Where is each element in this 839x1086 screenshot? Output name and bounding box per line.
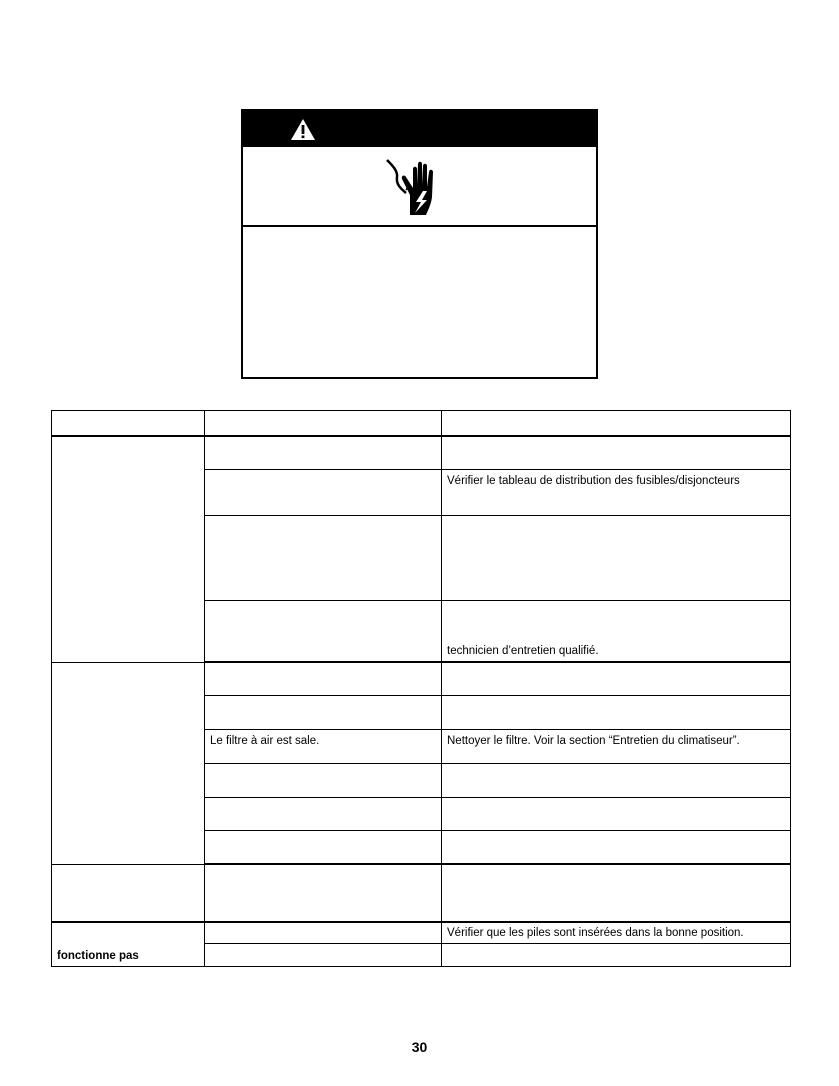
solution-cell [442, 943, 791, 966]
table-header-cause [205, 411, 442, 437]
cause-cell [205, 943, 442, 966]
solution-cell [442, 469, 791, 515]
cause-cell [205, 729, 442, 763]
solution-cell [442, 922, 791, 943]
warning-box [241, 109, 598, 379]
solution-cell [442, 797, 791, 830]
cause-cell [205, 469, 442, 515]
cause-cell [205, 830, 442, 864]
solution-cell [442, 729, 791, 763]
cause-cell [205, 695, 442, 729]
solution-text: technicien d’entretien qualifié. [447, 645, 599, 657]
solution-cell [442, 600, 791, 662]
solution-text: Vérifier que les piles sont insérées dans la bonne position. [447, 927, 744, 939]
solution-cell [442, 436, 791, 469]
problem-cell [52, 864, 205, 922]
table-row [52, 436, 791, 469]
troubleshooting-table [51, 410, 791, 967]
cause-cell [205, 922, 442, 943]
cause-cell [205, 600, 442, 662]
solution-text: Vérifier le tableau de distribution des fusibles/disjoncteurs [447, 474, 740, 487]
table-header-row [52, 411, 791, 437]
warning-symbol-area [243, 147, 596, 227]
problem-remote-label: fonctionne pas [57, 949, 139, 962]
table-row [52, 922, 791, 943]
problem-cell [52, 922, 205, 966]
cause-cell [205, 436, 442, 469]
table-row [52, 662, 791, 695]
cause-cell [205, 797, 442, 830]
table-header-solution [442, 411, 791, 437]
solution-cell [442, 662, 791, 695]
solution-cell [442, 515, 791, 600]
cause-cell [205, 662, 442, 695]
cause-cell [205, 763, 442, 797]
page-number: 30 [411, 1039, 428, 1055]
table-header-problem [52, 411, 205, 437]
solution-cell [442, 830, 791, 864]
cause-cell [205, 515, 442, 600]
table-row [52, 864, 791, 922]
problem-cell [52, 662, 205, 864]
solution-cell [442, 864, 791, 922]
electric-shock-hand-icon [384, 157, 444, 219]
warning-header [243, 111, 596, 147]
solution-cell [442, 763, 791, 797]
solution-text: Nettoyer le filtre. Voir la section “Entretien du climatiseur”. [447, 734, 740, 747]
solution-cell [442, 695, 791, 729]
problem-cell [52, 436, 205, 662]
warning-body [243, 229, 596, 377]
cause-text: Le filtre à air est sale. [210, 734, 320, 747]
cause-cell [205, 864, 442, 922]
warning-triangle-icon [290, 118, 316, 141]
